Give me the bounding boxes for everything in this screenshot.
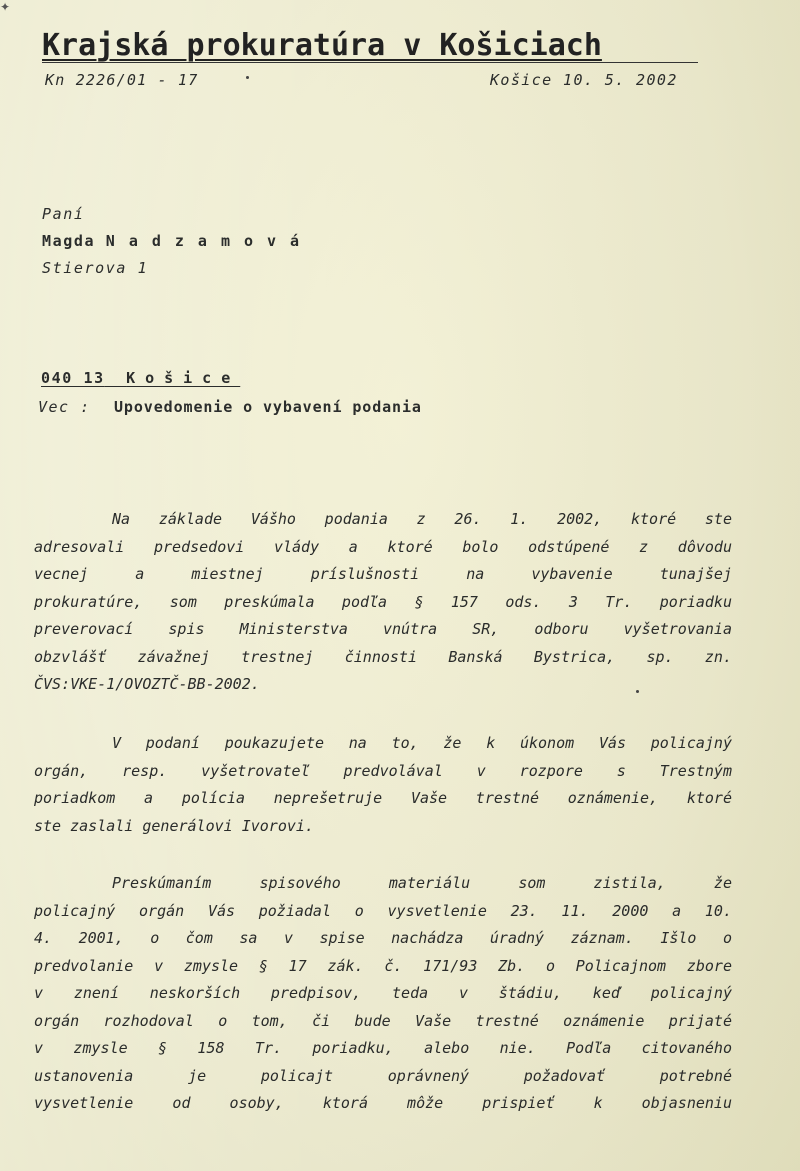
paragraph-line: policajný orgán Vás požiadal o vysvetlenie 23. 11. 2000 a 10. (34, 901, 732, 920)
subject-text: Upovedomenie o vybavení podania (114, 398, 422, 416)
paragraph-line: ustanovenia je policajt oprávnený požadovať potrebné (34, 1066, 732, 1085)
paragraph-line: 4. 2001, o čom sa v spise nachádza úradný záznam. Išlo o (34, 929, 732, 947)
ink-speck (246, 76, 249, 79)
city-name: Košice (126, 369, 241, 387)
ink-speck (636, 690, 639, 693)
paragraph-line: obzvlášť závažnej trestnej činnosti Banská Bystrica, sp. zn. (34, 647, 732, 666)
paragraph-1 (34, 506, 732, 699)
paragraph-line: v zmysle § 158 Tr. poriadku, alebo nie. Podľa citovaného (34, 1039, 732, 1057)
corner-scratch-icon: ✦ (0, 0, 11, 14)
place-and-date: Košice 10. 5. 2002 (490, 71, 678, 89)
paragraph-line: Na základe Vášho podania z 26. 1. 2002, ktoré ste (112, 510, 732, 528)
paragraph-line: predvolanie v zmysle § 17 zák. č. 171/93 Zb. o Policajnom zbore (34, 956, 732, 975)
paragraph-line: V podaní poukazujete na to, že k úkonom Vás policajný (112, 734, 732, 752)
paragraph-line: vysvetlenie od osoby, ktorá môže prispieť k objasneniu (34, 1094, 732, 1112)
subject-label: Vec : (38, 398, 91, 416)
addressee-last-name: Nadzamová (105, 232, 314, 250)
paragraph-line: ČVS:VKE-1/OVOZTČ-BB-2002. (34, 675, 260, 693)
addressee-name (42, 232, 313, 250)
letterhead-title: Krajská prokuratúra v Košiciach (42, 28, 602, 63)
addressee-postal-line (41, 369, 240, 387)
addressee-salutation: Paní (42, 205, 85, 223)
postal-code: 040 13 (41, 369, 105, 387)
paragraph-3 (34, 870, 732, 1118)
paragraph-line: orgán rozhodoval o tom, či bude Vaše trestné oznámenie prijaté (34, 1011, 732, 1030)
paragraph-line: ste zaslali generálovi Ivorovi. (34, 816, 314, 835)
reference-number: Kn 2226/01 - 17 (45, 71, 199, 89)
paragraph-line: poriadkom a polícia neprešetruje Vaše trestné oznámenie, ktoré (34, 789, 732, 807)
paragraph-line: adresovali predsedovi vlády a ktoré bolo odstúpené z dôvodu (34, 537, 732, 556)
paragraph-2 (34, 730, 732, 840)
paragraph-line: v znení neskorších predpisov, teda v štádiu, keď policajný (34, 984, 732, 1002)
paragraph-line: Preskúmaním spisového materiálu som zistila, že (112, 874, 732, 892)
letterhead-rule (42, 62, 698, 63)
paragraph-line: prokuratúre, som preskúmala podľa § 157 ods. 3 Tr. poriadku (34, 592, 732, 611)
addressee-street: Stierova 1 (42, 259, 149, 277)
paragraph-line: orgán, resp. vyšetrovateľ predvolával v rozpore s Trestným (34, 761, 732, 780)
paragraph-line: preverovací spis Ministerstva vnútra SR, odboru vyšetrovania (34, 620, 732, 638)
paragraph-line: vecnej a miestnej príslušnosti na vybavenie tunajšej (34, 565, 732, 583)
addressee-first-name: Magda (42, 232, 96, 250)
